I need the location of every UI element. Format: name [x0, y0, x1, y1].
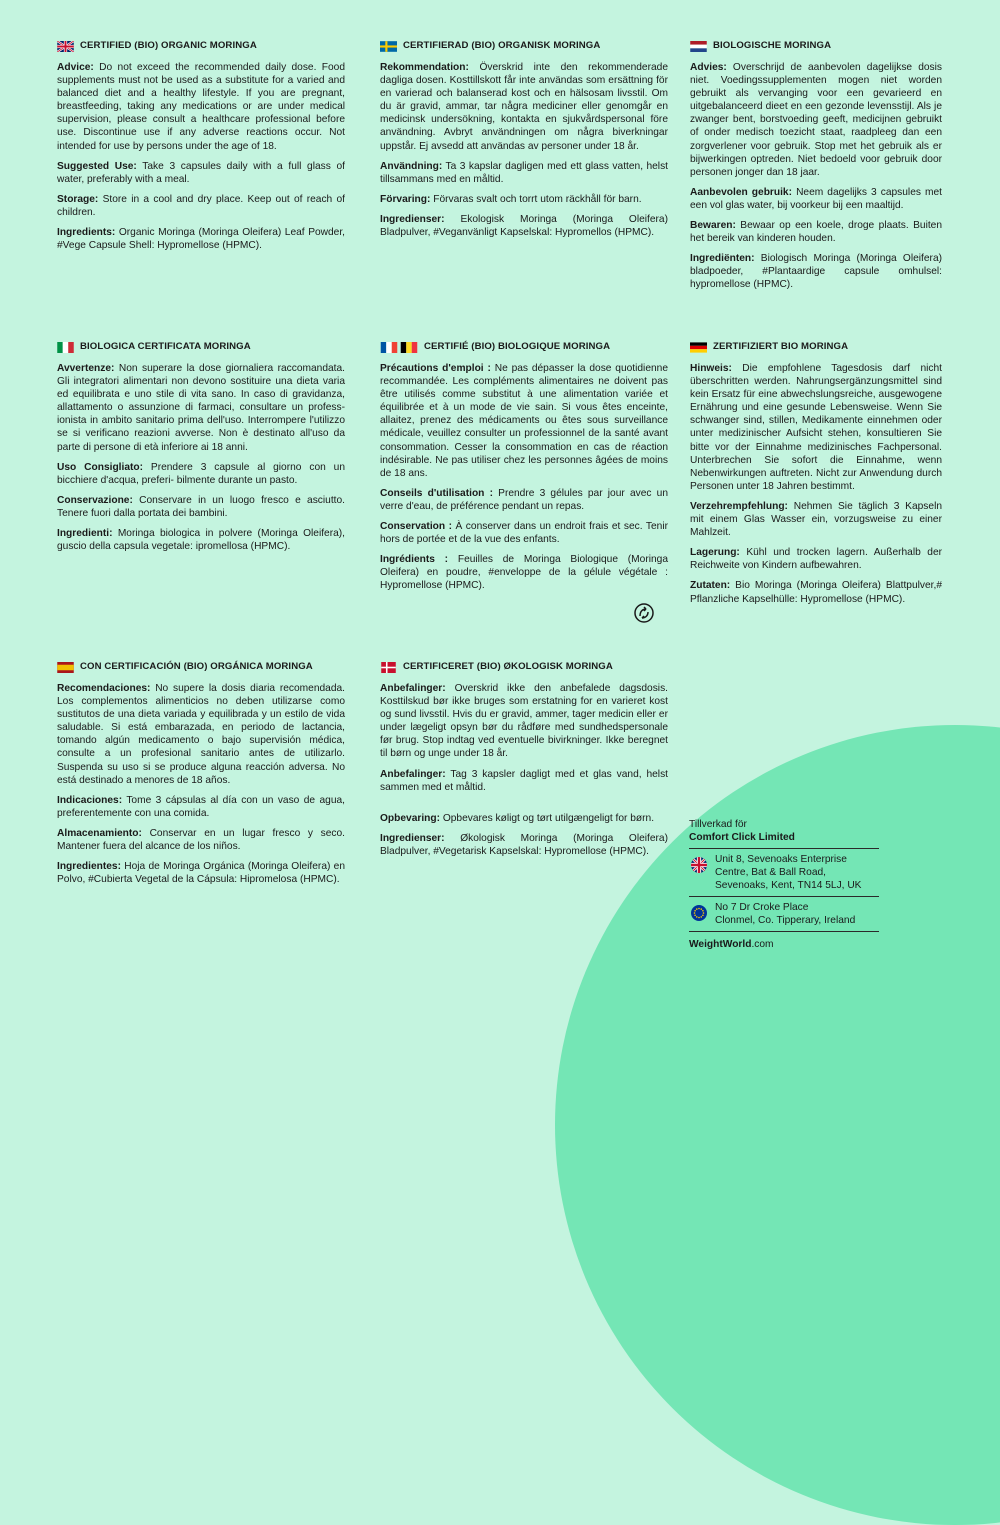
paragraph-use: Suggested Use: Take 3 capsules daily with a full glass of water, preferably with a meal. — [57, 160, 345, 185]
section-title-text: CERTIFIERAD (BIO) ORGANISK MORINGA — [403, 40, 601, 52]
section-en — [57, 39, 345, 259]
section-title-text: BIOLOGICA CERTIFICATA MORINGA — [80, 341, 251, 353]
paragraph-use: Aanbevolen gebruik: Neem dagelijks 3 capsules met een vol glas water, bij voorkeur bij een maaltijd. — [690, 186, 942, 211]
address-line: No 7 Dr Croke Place — [715, 902, 809, 913]
paragraph-advice: Advice: Do not exceed the recommended daily dose. Food supplements must not be used as a substitute for a varied and balanced diet and a healthy lifestyle. If you are pregnant, breastfeeding, taking any medications or are under medical supervision, please consult a healthcare professional before use. Discontinue use if any adverse reactions occur. Not intended for use by persons under the age of 18. — [57, 62, 345, 152]
section-da — [380, 660, 668, 865]
section-title-text: BIOLOGISCHE MORINGA — [713, 40, 832, 52]
address-line: Unit 8, Sevenoaks Enterprise — [715, 854, 847, 865]
section-title-text: CERTIFIÉ (BIO) BIOLOGIQUE MORINGA — [424, 341, 611, 353]
made-for-label: Tillverkad för — [689, 819, 747, 830]
paragraph-storage: Bewaren: Bewaar op een koele, droge plaats. Buiten het bereik van kinderen houden. — [690, 220, 942, 245]
paragraph-storage: Storage: Store in a cool and dry place. Keep out of reach of children. — [57, 193, 345, 218]
section-title-text: CERTIFIED (BIO) ORGANIC MORINGA — [80, 40, 257, 52]
paragraph-ingredients: Ingredients: Organic Moringa (Moringa Oleifera) Leaf Powder, #Vege Capsule Shell: Hypromellose (HPMC). — [57, 227, 345, 252]
denmark-flag-icon — [380, 662, 397, 673]
paragraph-ingredients: Zutaten: Bio Moringa (Moringa Oleifera) Blattpulver,# Pflanzliche Kapselhülle: Hypromellose (HPMC). — [690, 580, 942, 605]
paragraph-advice: Anbefalinger: Overskrid ikke den anbefalede dagsdosis. Kosttilskud bør ikke bruges som erstatning for en varieret kost og sund livsstil. Hvis du er gravid, ammer, tager medicin eller er under lægeligt opsyn bør du rådføre med sundhedspersonale før brug. Stop indtag ved eventuelle bivirkninger. Ikke beregnet til børn og unge under 18 år. — [380, 683, 668, 760]
manufacturer-imprint — [689, 818, 879, 951]
section-sv — [380, 39, 668, 246]
paragraph-ingredients: Ingredientes: Hoja de Moringa Orgánica (Moringa Oleifera) en Polvo, #Cubierta Vegetal de la Cápsula: Hipromelosa (HPMC). — [57, 861, 345, 886]
paragraph-use: Conseils d'utilisation : Prendre 3 gélules par jour avec un verre d'eau, de préférence pendant un repas. — [380, 487, 668, 512]
paragraph-ingredients: Ingrediënten: Biologisch Moringa (Moringa Oleifera) bladpoeder, #Plantaardige capsule omhulsel: hypromellose (HPMC). — [690, 253, 942, 291]
paragraph-use: Uso Consigliato: Prendere 3 capsule al giorno con un bicchiere d'acqua, preferi- bilmente durante un pasto. — [57, 461, 346, 486]
section-title — [57, 340, 345, 354]
paragraph-storage: Förvaring: Förvaras svalt och torrt utom räckhåll för barn. — [380, 193, 642, 205]
paragraph-advice: Recomendaciones: No supere la dosis diaria recomendada. Los complementos alimenticios no deben utilizarse como sustitutos de una dieta variada y equilibrada y un estilo de vida saludable. Si está embarazada, en periodo de lactancia, tomando algún medicamento o bajo supervisión médica, consulte a un profesional sanitario antes de utilizarlo. Suspenda su uso si se produce alguna reacción adversa. No está destinado a menores de 18 años. — [57, 683, 345, 786]
france-flag-icon — [380, 342, 398, 353]
paragraph-storage: Conservazione: Conservare in un luogo fresco e asciutto. Tenere fuori dalla portata dei bambini. — [57, 494, 345, 519]
paragraph-storage: Almacenamiento: Conservar en un lugar fresco y seco. Mantener fuera del alcance de los niños. — [57, 827, 345, 853]
paragraph-ingredients: Ingrédients : Feuilles de Moringa Biologique (Moringa Oleifera) en poudre, #enveloppe de la gélule végétale : Hypromellose (HPMC). — [380, 554, 668, 592]
paragraph-storage: Opbevaring: Opbevares køligt og tørt utilgængeligt for børn. — [380, 812, 655, 824]
address-line: Centre, Bat & Ball Road, — [715, 867, 826, 878]
paragraph-ingredients: Ingredienti: Moringa biologica in polvere (Moringa Oleifera), guscio della capsula vegetale: ipromellosa (HPMC). — [57, 528, 345, 553]
paragraph-advice: Advies: Overschrijd de aanbevolen dagelijkse dosis niet. Voedingssupplementen mogen niet worden gebruikt als vervanging voor een gevarieerd en uitgebalanceerd dieet en een gezonde levensstijl. Als je zwanger bent, borstvoeding geeft, medicijnen gebruikt of onder medisch toezicht staat, raadpleeg dan een zorgverlener voor gebruik. Stop met het gebruik als er bijwerkingen optreden. Niet bedoeld voor gebruik door personen jonger dan 18 jaar. — [690, 62, 942, 178]
section-es — [57, 660, 345, 893]
paragraph-ingredients: Ingredienser: Ekologisk Moringa (Moringa Oleifera) Bladpulver, #Veganvänligt Kapselskal: Hypromellos (HPMC). — [380, 213, 668, 239]
section-title-text: CERTIFICERET (BIO) ØKOLOGISK MORINGA — [403, 661, 613, 673]
paragraph-use: Anbefalinger: Tag 3 kapsler dagligt med et glas vand, helst sammen med et måltid. — [380, 768, 668, 793]
section-title-text: ZERTIFIZIERT BIO MORINGA — [713, 341, 849, 353]
paragraph-storage: Lagerung: Kühl und trocken lagern. Außerhalb der Reichweite von Kindern aufbewahren. — [690, 547, 942, 572]
website-link[interactable]: WeightWorld.com — [689, 939, 774, 950]
sweden-flag-icon — [380, 41, 397, 52]
section-title — [690, 340, 942, 354]
section-title — [690, 39, 942, 53]
section-title — [380, 39, 668, 53]
section-de — [690, 340, 942, 613]
section-fr — [380, 340, 668, 600]
paragraph-storage: Conservation : À conserver dans un endroit frais et sec. Tenir hors de portée et de la vue des enfants. — [380, 521, 668, 546]
spain-flag-icon — [57, 662, 74, 673]
section-title — [380, 340, 668, 354]
paragraph-use: Verzehrempfehlung: Nehmen Sie täglich 3 Kapseln mit einem Glas Wasser ein, vorzugsweise zu einer Mahlzeit. — [690, 500, 942, 539]
company-name: Comfort Click Limited — [689, 832, 795, 843]
eu-flag-icon — [691, 905, 707, 921]
netherlands-flag-icon — [690, 41, 707, 52]
section-nl — [690, 39, 942, 299]
triman-recycling-icon — [634, 603, 654, 623]
address-line: Sevenoaks, Kent, TN14 5LJ, UK — [715, 880, 862, 891]
section-title — [57, 660, 345, 674]
divider — [689, 848, 879, 849]
section-it — [57, 340, 345, 560]
paragraph-use: Indicaciones: Tome 3 cápsulas al día con un vaso de agua, preferentemente con una comida. — [57, 794, 345, 819]
paragraph-advice: Hinweis: Die empfohlene Tagesdosis darf nicht überschritten werden. Nahrungsergänzungsmittel sind kein Ersatz für eine abwechslungsreiche, ausgewogene Ernährung und eine gesunde Lebensweise. Wenn Sie schwanger sind, stillen, Medikamente einnehmen oder unter medizinischer Aufsicht stehen, konsultieren Sie bitte vor der Einnahme medizinisches Fachpersonal. Unterbrechen Sie sofort die Einnahme, wenn Nebenwirkungen auftreten. Nicht zur Anwendung durch Personen unter 18 Jahren bestimmt. — [690, 363, 942, 492]
address-line: Clonmel, Co. Tipperary, Ireland — [715, 915, 856, 926]
uk-flag-icon — [57, 41, 74, 52]
paragraph-advice: Avvertenze: Non superare la dose giornaliera raccomandata. Gli integratori alimentari non devono sostituire una dieta varia ed equilibrata e uno stile di vita sano. In caso di gravidanza, allattamento o assunzione di farmaci, consultare un profess- ionista in ambito sanitario prima dell'uso. Interrompere l'utilizzo se si verificano reazioni avverse. Non è destinato all'uso da parte di persone di età inferiore ai 18 anni. — [57, 363, 345, 453]
section-title — [57, 39, 345, 53]
paragraph-use: Användning: Ta 3 kapslar dagligen med ett glass vatten, helst tillsammans med en måltid. — [380, 160, 668, 185]
paragraph-advice: Rekommendation: Överskrid inte den rekommenderade dagliga dosen. Kosttillskott får inte användas som ersättning för en varierad och balanserad kost och en hälsosam livsstil. Om du är gravid, ammar, tar några mediciner eller genomgår en medicinsk undersökning, kontakta en sjukvårdspersonal före användning. Avbryt användningen om några biverkningar uppstår. Ej avsedd att användas av personer under 18 år. — [380, 62, 668, 152]
italy-flag-icon — [57, 342, 74, 353]
germany-flag-icon — [690, 342, 707, 353]
uk-address — [689, 853, 879, 892]
paragraph-ingredients: Ingredienser: Økologisk Moringa (Moringa Oleifera) Bladpulver, #Vegetarisk Kapselskal: Hypromellose (HPMC). — [380, 832, 668, 857]
divider — [689, 931, 879, 932]
paragraph-advice: Précautions d'emploi : Ne pas dépasser la dose quotidienne recommandée. Les compléments alimentaires ne doivent pas être utilisés comme substitut à une alimentation variée et équilibrée et à un mode de vie sain. Si vous êtes enceinte, allaitez, prenez des médicaments ou êtes sous surveillance médicale, veuillez consulter un professionnel de la santé avant consommation. Cesser la consommation en cas de réaction indésirable. Ne pas utiliser chez les personnes âgées de moins de 18 ans. — [380, 363, 668, 479]
section-title-text: CON CERTIFICACIÓN (BIO) ORGÁNICA MORINGA — [80, 661, 313, 673]
section-title — [380, 660, 668, 674]
uk-flag-icon — [691, 857, 707, 873]
belgium-flag-icon — [400, 342, 418, 353]
eu-address — [689, 901, 879, 927]
divider — [689, 896, 879, 897]
